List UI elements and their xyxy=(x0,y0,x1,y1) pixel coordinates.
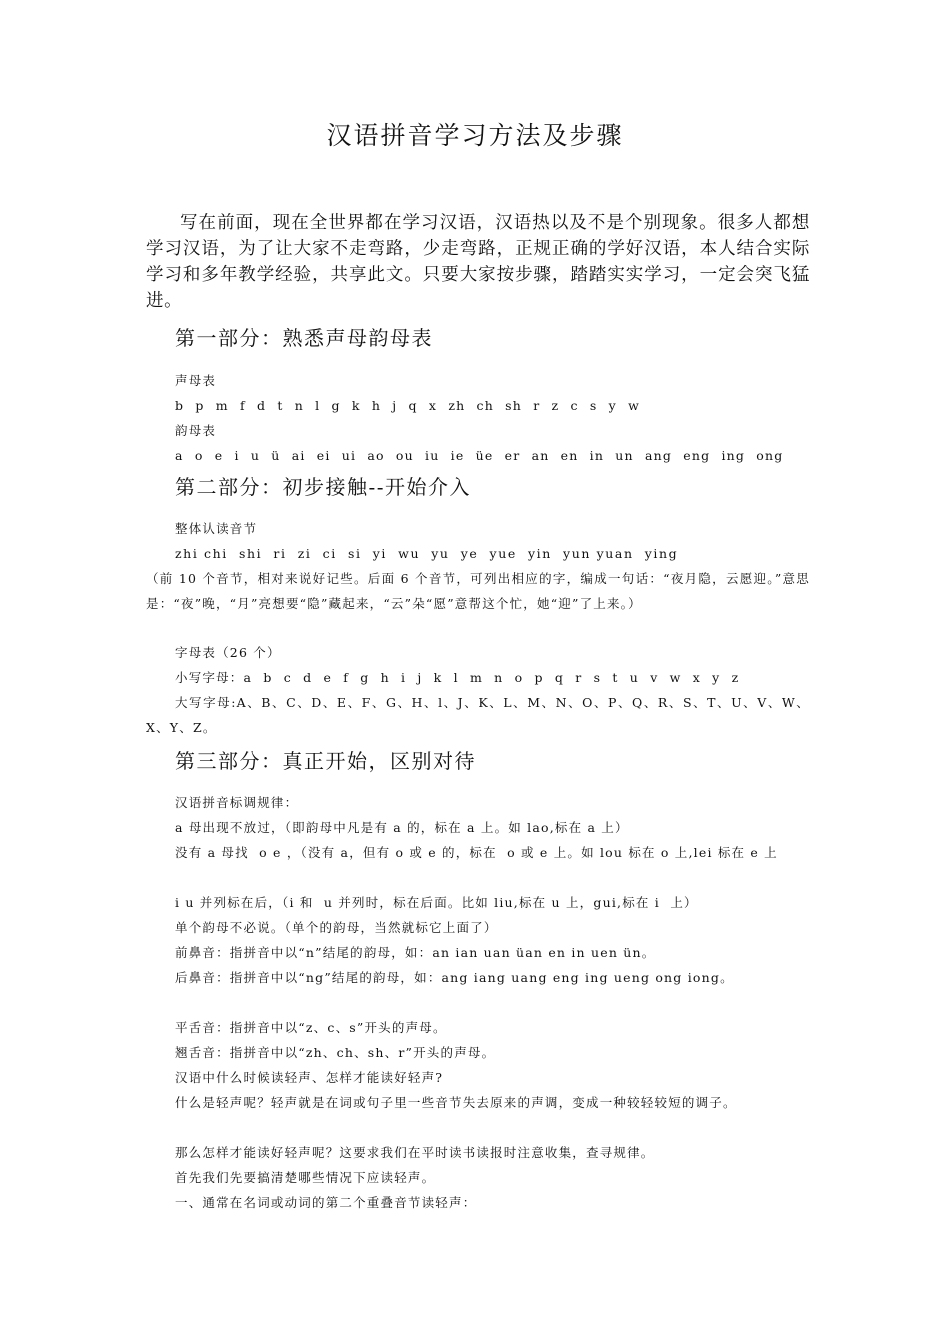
tone-rule-oe: 没有 a 母找 o e ，（没有 a，但有 o 或 e 的，标在 o 或 e 上。如 lou 标在 o 上,lei 标在 e 上 xyxy=(175,845,778,860)
alphabet-label: 字母表（26 个） xyxy=(175,645,281,660)
initials-list: b p m f d t n l g k h j q x zh ch sh r z c s y w xyxy=(175,398,641,413)
uppercase-letters: 大写字母:A、B、C、D、E、F、G、H、l、J、K、L、M、N、O、P、Q、R、S、T、U、V、W、X、Y、Z。 xyxy=(146,695,810,735)
neutral-tone-how: 那么怎样才能读好轻声呢？这要求我们在平时读书读报时注意收集，查寻规律。 xyxy=(175,1145,655,1160)
part1-heading: 第一部分：熟悉声母韵母表 xyxy=(175,326,433,350)
tone-rule-iu: i u 并列标在后，（i 和 u 并列时，标在后面。比如 liu,标在 u 上，gui,标在 i 上） xyxy=(175,895,698,910)
neutral-tone-first: 首先我们先要搞清楚哪些情况下应读轻声。 xyxy=(175,1170,436,1185)
part3-heading: 第三部分：真正开始，区别对待 xyxy=(175,749,476,773)
front-nasal: 前鼻音：指拼音中以“n”结尾的韵母，如：an ian uan üan en in uen ün。 xyxy=(175,945,656,960)
retroflex: 翘舌音：指拼音中以“zh、ch、sh、r”开头的声母。 xyxy=(175,1045,496,1060)
tone-rule-single: 单个韵母不必说。（单个的韵母，当然就标它上面了） xyxy=(175,920,498,935)
lowercase-letters: 小写字母：a b c d e f g h i j k l m n o p q r s t u v w x y z xyxy=(175,670,740,685)
finals-label: 韵母表 xyxy=(175,423,217,438)
syllables-label: 整体认读音节 xyxy=(175,521,258,536)
neutral-tone-definition: 什么是轻声呢？轻声就是在词或句子里一些音节失去原来的声调，变成一种较轻较短的调子。 xyxy=(175,1095,737,1110)
finals-list: a o e i u ü ai ei ui ao ou iu ie üe er an en in un ang eng ing ong xyxy=(175,448,784,463)
neutral-tone-rule-1: 一、通常在名词或动词的第二个重叠音节读轻声： xyxy=(175,1195,477,1210)
tone-rules-title: 汉语拼音标调规律： xyxy=(175,795,299,810)
part2-heading: 第二部分：初步接触--开始介入 xyxy=(175,475,472,499)
syllables-list: zhi chi shi ri zi ci si yi wu yu ye yue yin yun yuan ying xyxy=(175,546,679,561)
syllables-note: （前 10 个音节，相对来说好记些。后面 6 个音节，可列出相应的字，编成一句话：“夜月隐，云愿迎。”意思是：“夜”晚，“月”亮想要“隐”藏起来，“云”朵“愿”意帮这个忙，她“迎”了上来。） xyxy=(146,571,810,611)
tone-rule-a: a 母出现不放过，（即韵母中凡是有 a 的，标在 a 上。如 lao,标在 a 上） xyxy=(175,820,629,835)
back-nasal: 后鼻音：指拼音中以“ng”结尾的韵母，如：ang iang uang eng ing ueng ong iong。 xyxy=(175,970,734,985)
initials-label: 声母表 xyxy=(175,373,217,388)
document-title: 汉语拼音学习方法及步骤 xyxy=(326,121,624,150)
intro-paragraph: 写在前面，现在全世界都在学习汉语，汉语热以及不是个别现象。很多人都想学习汉语，为了让大家不走弯路，少走弯路，正规正确的学好汉语，本人结合实际学习和多年教学经验，共享此文。只要大家按步骤，踏踏实实学习，一定会突飞猛进。 xyxy=(146,213,810,311)
flat-tongue: 平舌音：指拼音中以“z、c、s”开头的声母。 xyxy=(175,1020,447,1035)
neutral-tone-question: 汉语中什么时候读轻声、怎样才能读好轻声? xyxy=(175,1070,444,1085)
